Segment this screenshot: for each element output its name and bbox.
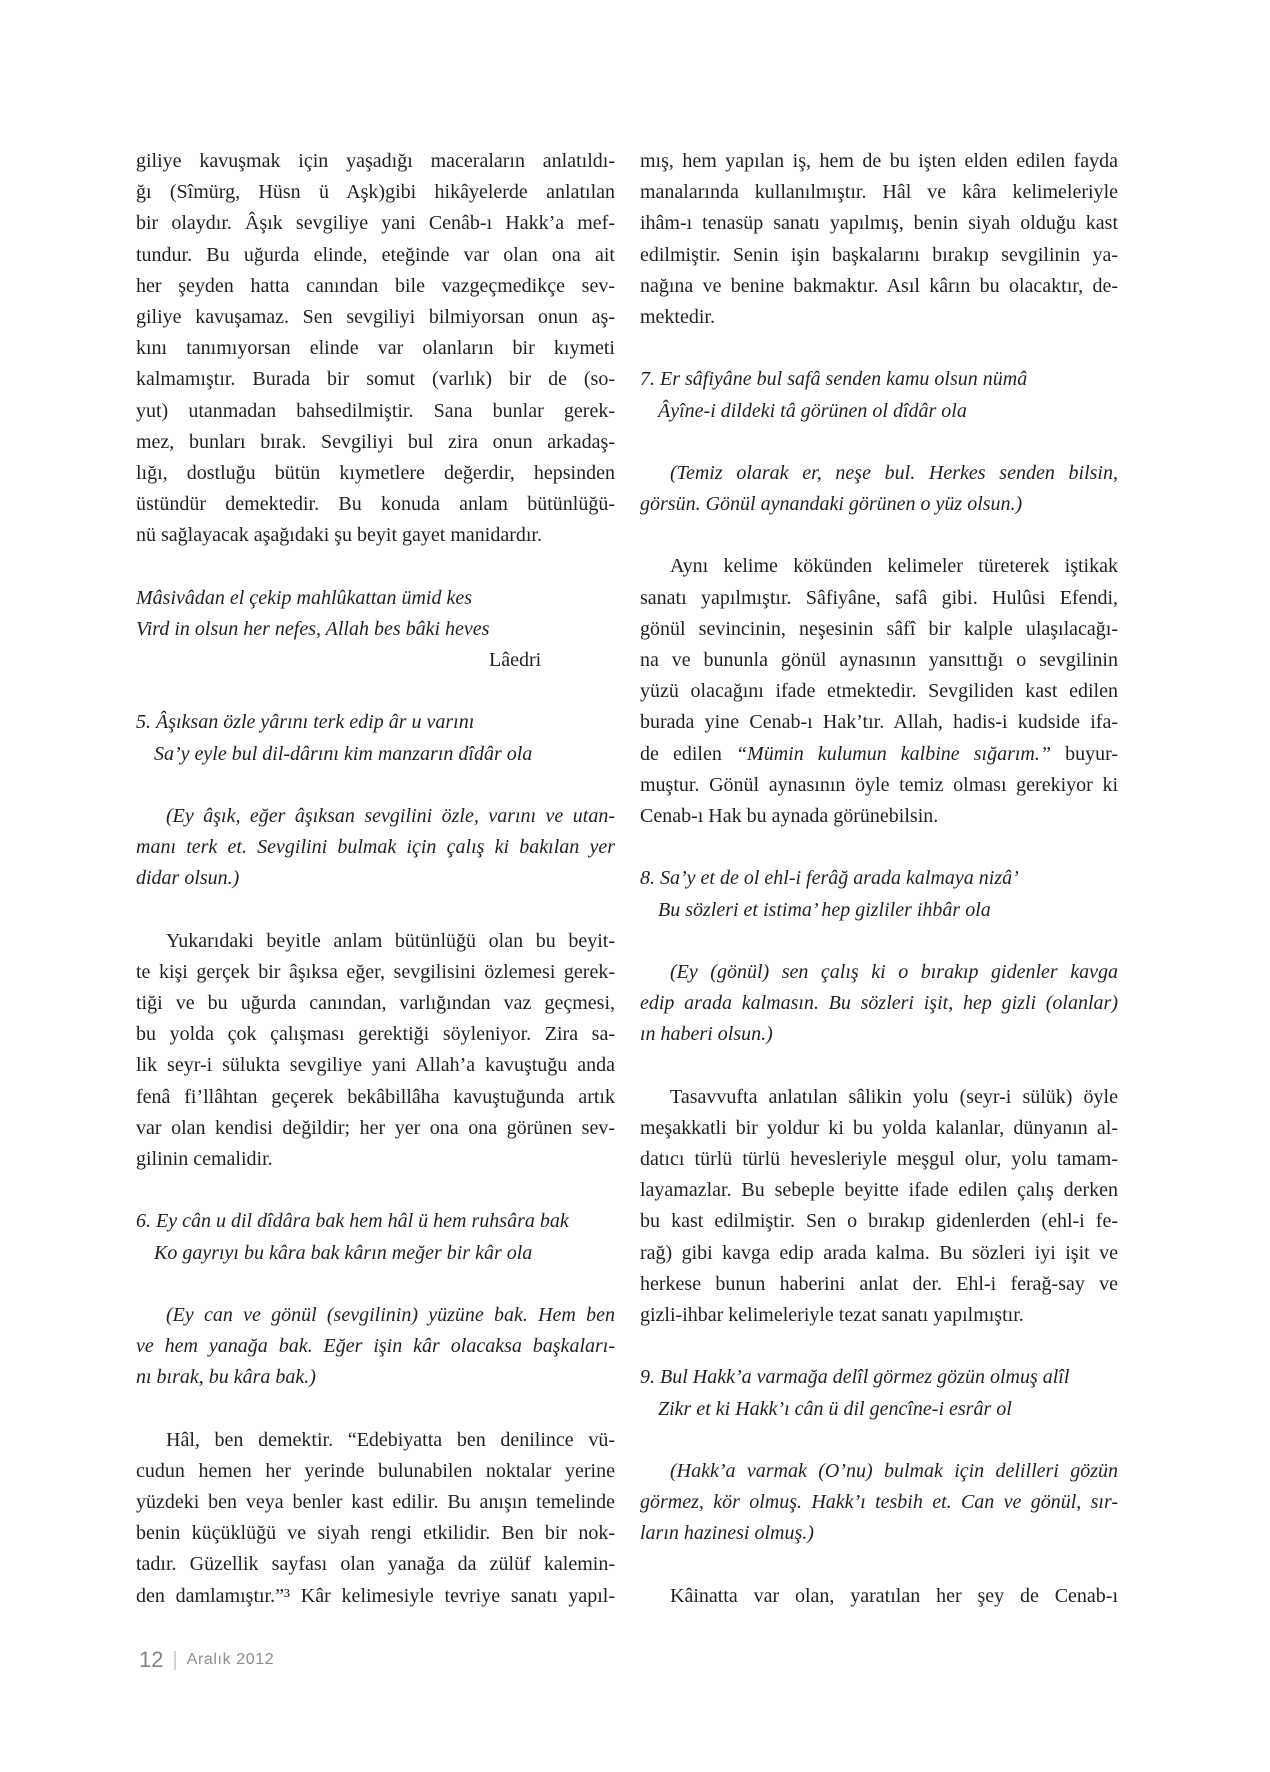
text-line: Yukarıdaki beyitle anlam bütünlüğü olan bu beyit- [166,929,615,952]
paragraph [640,146,1118,333]
text-line: gönül sevincinin, neşesinin sâfî bir kalple ulaşılacağı- [640,617,1118,640]
couplet-7 [640,364,1118,426]
text-line: Âyîne-i dildeki tâ görünen ol dîdâr ola [658,399,967,422]
text-line: mış, hem yapılan iş, hem de bu işten elden edilen fayda [640,150,1118,172]
text-line: nağına ve benine bakmaktır. Asıl kârın bu olacaktır, de- [640,274,1118,297]
right-column [640,146,1118,1612]
text-line: fenâ fi’llâhtan geçerek bekâbillâha kavuştuğunda artık [136,1085,615,1108]
page-footer [139,1644,274,1676]
text-line: 7. Er sâfiyâne bul safâ senden kamu olsun nümâ [640,368,1028,391]
text-line: lığı, dostluğu bütün kıymetlere değerdir, hepsinden [136,461,615,484]
text-line: bir olaydır. Âşık sevgiliye yani Cenâb-ı Hakk’a mef- [136,212,615,235]
couplet-7-translation [640,458,1118,520]
text-line: te kişi gerçek bir âşıksa eğer, sevgilisini özlemesi gerek- [136,960,615,983]
quoted-couplet-lines [136,583,615,645]
text-line: didar olsun.) [136,867,240,890]
text-line: Aynı kelime kökünden kelimeler türeterek iştikak [670,555,1118,578]
paragraph [640,1581,1118,1612]
text-line: gilinin cemalidir. [136,1148,273,1170]
text-line: her şeyden hatta canından bile vazgeçmedikçe sev- [136,274,615,297]
text-line: den damlamıştır.”³ Kâr kelimesiyle tevriye sanatı yapıl- [136,1584,615,1607]
couplet-8 [640,863,1118,925]
text-line: ihâm-ı tenasüp sanatı yapılmış, benin siyah olduğu kast [640,212,1118,235]
text-line: gizli-ihbar kelimeleriyle tezat sanatı yapılmıştır. [640,1303,1024,1326]
text-line: giliye kavuşmak için yaşadığı maceraların anlatıldı- [136,150,615,172]
text-line: Ko gayrıyı bu kâra bak kârın meğer bir kâr ola [154,1241,533,1264]
text-line: cudun hemen her yerinde bulunabilen noktalar yerine [136,1459,615,1482]
text-line: ve hem yanağa bak. Eğer işin kâr olacaksa başkaları- [136,1335,615,1358]
text-line: Bu sözleri et istima’ hep gizliler ihbâr ola [658,898,991,921]
text-line: ğı (Sîmürg, Hüsn ü Aşk)gibi hikâyelerde anlatılan [136,181,615,204]
text-line: yüzü olacağını ifade etmektedir. Sevgiliden kast edilen [640,680,1118,703]
paragraph [640,1082,1118,1332]
quoted-hadith: “Mümin kulumun kalbine sığarım.” [735,742,1051,765]
text-line: layamazlar. Bu sebeple beyitte ifade edilen çalış derken [640,1179,1118,1202]
text-line: Sa’y eyle bul dil-dârını kim manzarın dîdâr ola [154,742,533,765]
text-line: burada yine Cenab-ı Hak’tır. Allah, hadis-i kudside ifa- [640,711,1118,734]
text-line: Vird in olsun her nefes, Allah bes bâki heves [136,617,490,640]
text-line: muştur. Gönül aynasının öyle temiz olması gerekiyor ki [640,773,1118,796]
text-line: Mâsivâdan el çekip mahlûkattan ümid kes [136,586,473,609]
paragraph [136,1425,615,1612]
text-line: görsün. Gönül aynandaki görünen o yüz olsun.) [640,493,1023,516]
issue-date: Aralık 2012 [186,1651,275,1668]
text-line: lik seyr-i sülukta sevgiliye yani Allah’a kavuştuğu anda [136,1054,615,1077]
text-line: bu yolda çok çalışması gerektiği söyleniyor. Zira sa- [136,1023,615,1046]
text-line: Zikr et ki Hakk’ı cân ü dil gencîne-i esrâr ol [658,1397,1012,1420]
text-line: 9. Bul Hakk’a varmağa delîl görmez gözün olmuş alîl [640,1366,1070,1389]
text-line: benin küçüklüğü ve siyah rengi etkilidir. Ben bir nok- [136,1522,615,1545]
text-line: kını tanımıyorsan elinde var olanların bir kıymeti [136,337,615,360]
text-line: giliye kavuşamaz. Sen sevgiliyi bilmiyorsan onun aş- [136,305,615,328]
text-line: herkese bunun haberini anlat der. Ehl-i ferağ-say ve [640,1272,1118,1295]
text-run: buyur- [1050,742,1118,765]
text-line: manı terk et. Sevgilini bulmak için çalış ki bakılan yer [136,836,615,859]
text-line: (Ey âşık, eğer âşıksan sevgilini özle, varını ve utan- [166,804,615,827]
text-line: na ve bununla gönül aynasının yansıttığı o sevgilinin [640,649,1118,671]
text-line: manalarında kullanılmıştır. Hâl ve kâra kelimeleriyle [640,181,1118,204]
text-line: Tasavvufta anlatılan sâlikin yolu (seyr-i sülük) öyle [670,1085,1118,1108]
couplet-9-translation [640,1456,1118,1550]
text-line: bu kast edilmiştir. Sen o bırakıp gidenlerden (ehl-i fe- [640,1210,1118,1233]
quoted-couplet [136,583,615,677]
couplet-5 [136,707,615,769]
text-line: ın haberi olsun.) [640,1023,773,1046]
text-run: de edilen [640,742,736,765]
text-line: var olan kendisi değildir; her yer ona ona görünen sev- [136,1116,615,1139]
text-line: (Hakk’a varmak (O’nu) bulmak için delilleri gözün [670,1459,1118,1482]
couplet-6-translation [136,1300,615,1394]
couplet-6 [136,1206,615,1268]
text-line: (Ey (gönül) sen çalış ki o bırakıp gidenler kavga [670,960,1118,983]
text-line: görmez, kör olmuş. Hakk’ı tesbih et. Can ve gönül, sır- [640,1491,1118,1514]
text-line: tiği ve bu uğurda canından, varlığından vaz geçmesi, [136,992,615,1015]
couplet-5-translation [136,801,615,895]
text-line: Hâl, ben demektir. “Edebiyatta ben denilince vü- [166,1428,615,1451]
text-line: edilmiştir. Senin işin başkalarını bırakıp sevgilinin ya- [640,243,1118,266]
page-number: 12 [139,1647,164,1672]
poet-attribution: Lâedri [489,649,542,671]
text-line: meşakkatli bir yoldur ki bu yolda kalanlar, dünyanın al- [640,1116,1118,1139]
paragraph [136,146,615,551]
text-line: tadır. Güzellik sayfası olan yanağa da zülüf kalemin- [136,1553,615,1576]
footer-separator: | [172,1648,178,1671]
couplet-9 [640,1362,1118,1424]
text-line: 8. Sa’y et de ol ehl-i ferâğ arada kalmaya nizâ’ [640,867,1019,890]
text-line [640,739,1118,770]
text-line: mektedir. [640,305,715,328]
text-line: üstündür demektedir. Bu konuda anlam bütünlüğü- [136,493,615,516]
couplet-8-translation [640,957,1118,1051]
text-line: tundur. Bu uğurda elinde, eteğinde var olan ona ait [136,243,615,266]
text-line: yut) utanmadan bahsedilmiştir. Sana bunlar gerek- [136,399,615,422]
text-line: 5. Âşıksan özle yârını terk edip âr u varını [136,711,475,734]
text-line: Kâinatta var olan, yaratılan her şey de Cenab-ı [670,1584,1118,1607]
paragraph [640,551,1118,832]
text-line: yüzdeki ben veya benler kast edilir. Bu anışın temelinde [136,1491,615,1514]
text-line: rağ) gibi kavga edip arada kalma. Bu sözleri iyi işit ve [640,1241,1118,1264]
text-line: 6. Ey cân u dil dîdâra bak hem hâl ü hem ruhsâra bak [136,1210,569,1233]
text-line: nü sağlayacak aşağıdaki şu beyit gayet manidardır. [136,524,542,547]
text-line: nı bırak, bu kâra bak.) [136,1366,316,1389]
text-line: (Ey can ve gönül (sevgilinin) yüzüne bak. Hem ben [166,1303,615,1326]
left-column [136,146,615,1612]
text-line: ların hazinesi olmuş.) [640,1522,814,1545]
text-line: kalmamıştır. Burada bir somut (varlık) bir de (so- [136,368,615,391]
text-line: Cenab-ı Hak bu aynada görünebilsin. [640,804,939,827]
text-line: datıcı türlü türlü hevesleriyle meşgul olur, yolu tamam- [640,1148,1118,1170]
text-line: edip arada kalmasın. Bu sözleri işit, hep gizli (olanlar) [640,992,1118,1015]
text-line: (Temiz olarak er, neşe bul. Herkes senden bilsin, [670,461,1118,484]
text-line: sanatı yapılmıştır. Sâfiyâne, safâ gibi. Hulûsi Efendi, [640,586,1118,609]
paragraph [136,926,615,1176]
text-line: mez, bunları bırak. Sevgiliyi bul zira onun arkadaş- [136,430,615,453]
